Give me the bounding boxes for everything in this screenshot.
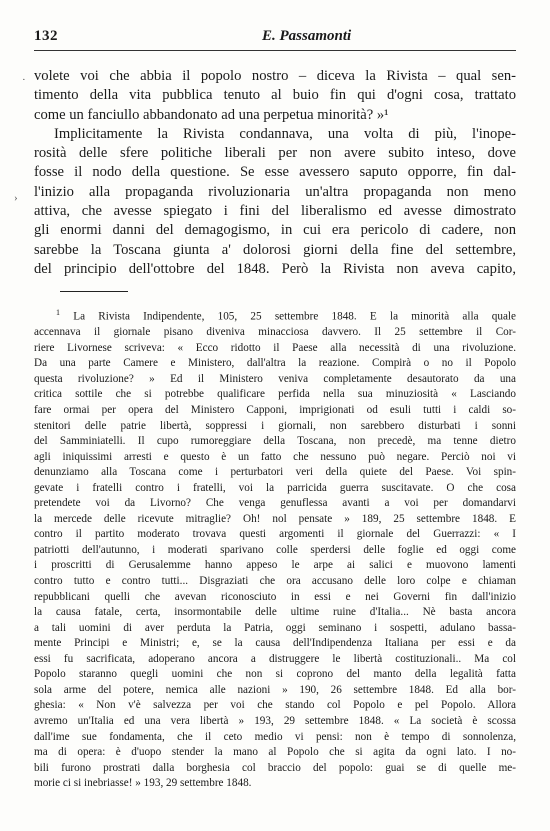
footnote-marker: 1 xyxy=(56,308,60,317)
footnote-line: sola arme del potere, nemica alle nazioni » 190, 26 settembre 1848. Ed alla bor- xyxy=(34,683,516,696)
footnote-line: mente Principi e Ministri; e, se la causa dell'Indipendenza Italiana per essi e da xyxy=(34,637,516,650)
footnote-line xyxy=(34,305,516,325)
footnote-line: Popolo staranno quegli uomini che non si coprono del manto della legalità fatta xyxy=(34,668,516,681)
footnote-line-text: La Rivista Indipendente, 105, 25 settembre 1848. E la minorità alla quale xyxy=(73,310,517,323)
footnote-line: i proscritti di Gerusalemme hanno appeso le arpe ai salici e muovono lamenti xyxy=(34,559,516,572)
body-line: Implicitamente la Rivista condannava, una volta di più, l'inope- xyxy=(54,125,516,142)
footnote-line: riere Livornese scriveva: « Ecco ridotto il Paese alla necessità di una rivoluzione. xyxy=(34,341,516,354)
body-line: l'inizio alla propaganda rivoluzionaria un'altra propaganda non meno xyxy=(34,183,516,200)
body-line: attiva, che avesse spiegato i fini del liberalismo ed avesse dimostrato xyxy=(34,203,516,220)
body-line: rosità delle sfere politiche liberali per non avere subito inteso, dove xyxy=(34,145,516,162)
footnote-line: la causa fatale, certa, insormontabile delle ultime ruine d'Italia... Nè basta ancora xyxy=(34,606,516,619)
footnote-line: Da una parte Camere e Ministero, dall'altra la reazione. Compirà o no il Popolo xyxy=(34,357,516,370)
footnote-line: dall'ime sue fondamenta, che il ceto medio vi pensi: non è tempo di sonnolenza, xyxy=(34,730,516,743)
footnote-line: pretendete voi da Livorno? Che venga genuflessa avanti a voi per domandarvi xyxy=(34,497,516,510)
footnote-line: accennava il giornale pisano diveniva minacciosa davvero. Il 25 settembre il Cor- xyxy=(34,326,516,339)
footnote-line: gevate i fratelli contro i fratelli, voi la parricida guerra suscitavate. O che cosa xyxy=(34,481,516,494)
body-line: sarebbe la Toscana giunta a' dolorosi giorni della fine del settembre, xyxy=(34,241,516,258)
running-head: E. Passamonti xyxy=(262,28,352,44)
footnote-line: a tali uomini di aver perduta la Patria, oggi seminano i sospetti, adulano bassa- xyxy=(34,621,516,634)
footnote-line: del Samminiatelli. Il cupo rumoreggiare della Toscana, non precedè, ma tenne dietro xyxy=(34,435,516,448)
body-line: gli enormi danni del demagogismo, in cui era pericolo di cadere, non xyxy=(34,222,516,239)
body-line: timento della vita pubblica tenuto al buio fin qui d'ogni cosa, trattato xyxy=(34,87,516,104)
footnote-line: la mercede delle ricevute mitraglie? Oh! nol pensate » 189, 25 settembre 1848. E xyxy=(34,512,516,525)
footnote-line: ma di opera: è d'uopo stender la mano al Popolo che si agita da ogni lato. I no- xyxy=(34,746,516,759)
footnote-line: fare ormai per opera del Ministero Capponi, imprigionati od esuli tutti i caldi so- xyxy=(34,404,516,417)
footnote-line: stenitori delle patrie libertà, soppressi i giornali, non sarebbero disturbati i sonni xyxy=(34,419,516,432)
footnote-line: repubblicani quelli che avevan riconosciuto in essi e nei Governi fin dall'inizio xyxy=(34,590,516,603)
footnote-line: contro il partito moderato trovava questi argomenti il giornale del Guerrazzi: « I xyxy=(34,528,516,541)
page-number: 132 xyxy=(34,28,58,44)
header-rule xyxy=(34,50,516,51)
body-line: volete voi che abbia il popolo nostro – diceva la Rivista – qual sen- xyxy=(34,68,516,84)
footnote-line: patriotti dell'autunno, i moderati sparivano colle sperdersi delle foglie ed oggi come xyxy=(34,543,516,556)
margin-mark: › xyxy=(14,192,18,204)
margin-mark: · xyxy=(22,74,26,86)
body-line: del principio dell'ottobre del 1848. Però la Rivista non aveva capito, xyxy=(34,260,516,277)
footnote-line: avremo un'Italia ed una vera libertà » 193, 29 settembre 1848. « La società è scossa xyxy=(34,714,516,727)
body-line: fosse il nodo della questione. Se esse avessero saputo opporre, fin dal- xyxy=(34,164,516,181)
footnote-line: questa rivoluzione? » Ed il Ministero veniva completamente desautorato da una xyxy=(34,372,516,385)
footnote-rule xyxy=(60,291,128,292)
footnote-line: ghesia: « Non v'è salvezza per voi che stando col Popolo e pel Popolo. Allora xyxy=(34,699,516,712)
main-text xyxy=(34,67,516,279)
footnotes xyxy=(34,305,516,792)
footnote-line: agli iniquissimi arresti e questo è un fatto che nessuno può negare. Perciò noi vi xyxy=(34,450,516,463)
page-header xyxy=(34,28,516,48)
footnote-line: critica sottile che si potrebbe qualificare perfida nella sua minuziosità « Lasciando xyxy=(34,388,516,401)
footnote-line: bili furono prostrati dalla borghesia col braccio del popolo: guai se di quelle me- xyxy=(34,761,516,774)
footnote-line: contro tutto e contro tutti... Disgraziati che ora accusano delle loro colpe e chiaman xyxy=(34,575,516,588)
footnote-line: essi fu sacrificata, adoperano ancora a distruggere le libertà costituzionali.. Ma col xyxy=(34,652,516,665)
footnote-line: denunziamo alla Toscana come i perturbatori veri della quiete del Paese. Voi spin- xyxy=(34,466,516,479)
body-line: come un fanciullo abbandonato ad una perpetua minorità? »¹ xyxy=(34,106,389,123)
footnote-line: morie ci si inebriasse! » 193, 29 settembre 1848. xyxy=(34,777,252,790)
